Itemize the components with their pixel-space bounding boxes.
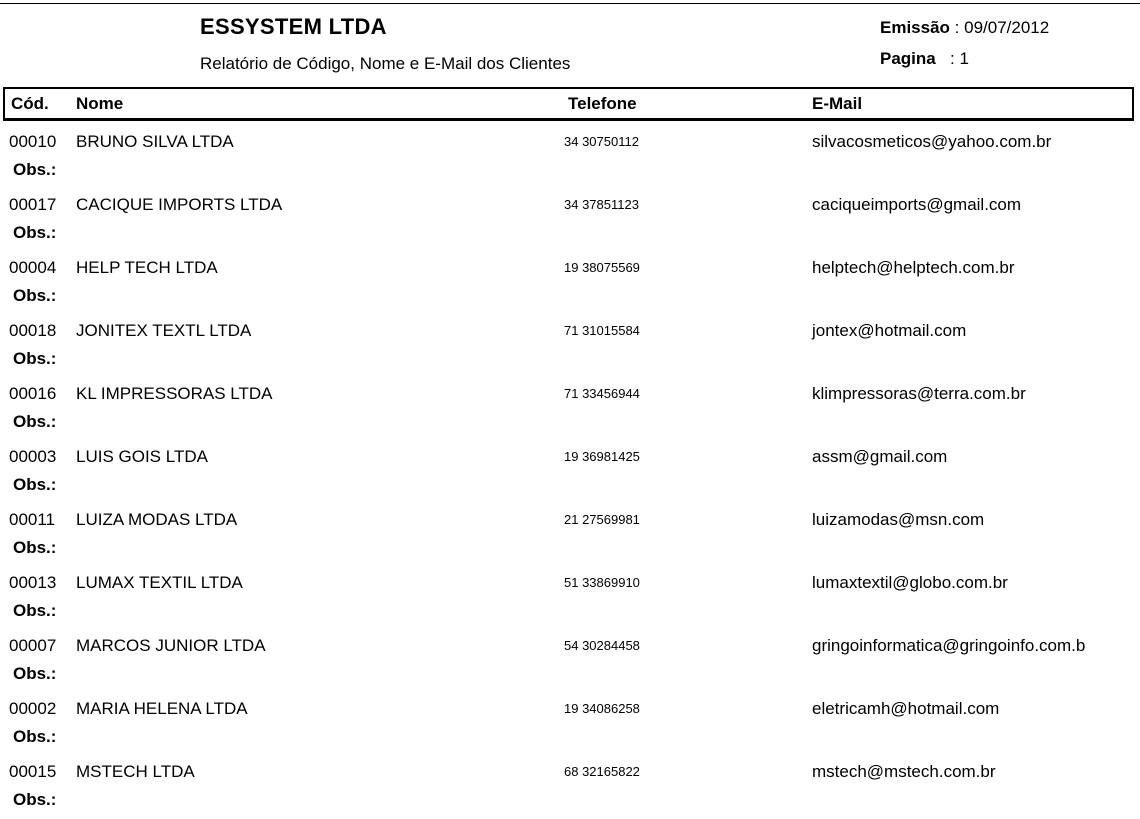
client-record [0,504,1140,567]
client-code: 00016 [9,384,57,403]
client-record [0,126,1140,189]
client-name: LUMAX TEXTIL LTDA [76,573,243,592]
client-name: MARCOS JUNIOR LTDA [76,636,266,655]
page-value: : 1 [950,49,969,68]
client-record [0,378,1140,441]
client-email: klimpressoras@terra.com.br [812,384,1026,403]
client-name: CACIQUE IMPORTS LTDA [76,195,283,214]
client-phone: 34 30750112 [564,134,639,149]
client-phone: 34 37851123 [564,197,639,212]
client-phone: 19 34086258 [564,701,640,716]
client-phone: 54 30284458 [564,638,640,653]
report-subtitle: Relatório de Código, Nome e E-Mail dos Clientes [200,54,571,73]
client-email: caciqueimports@gmail.com [812,195,1022,214]
column-header-cod: Cód. [11,94,49,113]
client-code: 00013 [9,573,57,592]
client-record [0,756,1140,819]
client-record [0,441,1140,504]
client-name: BRUNO SILVA LTDA [76,132,234,151]
client-email: helptech@helptech.com.br [812,258,1015,277]
column-header-email: E-Mail [812,94,863,113]
obs-label: Obs.: [13,475,57,494]
client-name: MSTECH LTDA [76,762,195,781]
client-phone: 19 36981425 [564,449,640,464]
client-list [0,126,1140,819]
obs-label: Obs.: [13,727,57,746]
obs-label: Obs.: [13,538,57,557]
client-record [0,315,1140,378]
client-record [0,630,1140,693]
client-record [0,252,1140,315]
client-code: 00017 [9,195,57,214]
emission-date [880,18,1049,38]
page-number [880,49,969,69]
obs-label: Obs.: [13,286,57,305]
client-code: 00004 [9,258,57,277]
client-email: mstech@mstech.com.br [812,762,996,781]
client-code: 00007 [9,636,57,655]
client-phone: 51 33869910 [564,575,640,590]
client-email: luizamodas@msn.com [812,510,985,529]
client-record [0,189,1140,252]
column-header-nome: Nome [76,94,124,113]
client-name: LUIZA MODAS LTDA [76,510,238,529]
client-name: JONITEX TEXTL LTDA [76,321,252,340]
client-record [0,693,1140,756]
obs-label: Obs.: [13,349,57,368]
client-name: MARIA HELENA LTDA [76,699,248,718]
client-phone: 71 33456944 [564,386,640,401]
client-email: gringoinformatica@gringoinfo.com.b [812,636,1086,655]
client-code: 00015 [9,762,57,781]
client-code: 00002 [9,699,57,718]
client-code: 00010 [9,132,57,151]
client-email: assm@gmail.com [812,447,948,466]
obs-label: Obs.: [13,160,57,179]
page-label: Pagina [880,49,936,68]
client-record [0,567,1140,630]
obs-label: Obs.: [13,412,57,431]
client-email: eletricamh@hotmail.com [812,699,1000,718]
client-code: 00011 [9,510,56,529]
client-email: jontex@hotmail.com [812,321,967,340]
client-phone: 71 31015584 [564,323,640,338]
client-name: KL IMPRESSORAS LTDA [76,384,273,403]
client-name: LUIS GOIS LTDA [76,447,208,466]
column-header-telefone: Telefone [568,94,637,113]
client-email: silvacosmeticos@yahoo.com.br [812,132,1052,151]
client-name: HELP TECH LTDA [76,258,218,277]
emission-value: : 09/07/2012 [954,18,1050,37]
client-phone: 19 38075569 [564,260,640,275]
top-rule [0,3,1140,4]
client-phone: 21 27569981 [564,512,640,527]
obs-label: Obs.: [13,664,57,683]
client-phone: 68 32165822 [564,764,640,779]
obs-label: Obs.: [13,223,57,242]
client-code: 00018 [9,321,57,340]
company-name: ESSYSTEM LTDA [200,14,387,39]
obs-label: Obs.: [13,601,57,620]
emission-label: Emissão [880,18,950,37]
obs-label: Obs.: [13,790,57,809]
client-code: 00003 [9,447,57,466]
client-email: lumaxtextil@globo.com.br [812,573,1008,592]
